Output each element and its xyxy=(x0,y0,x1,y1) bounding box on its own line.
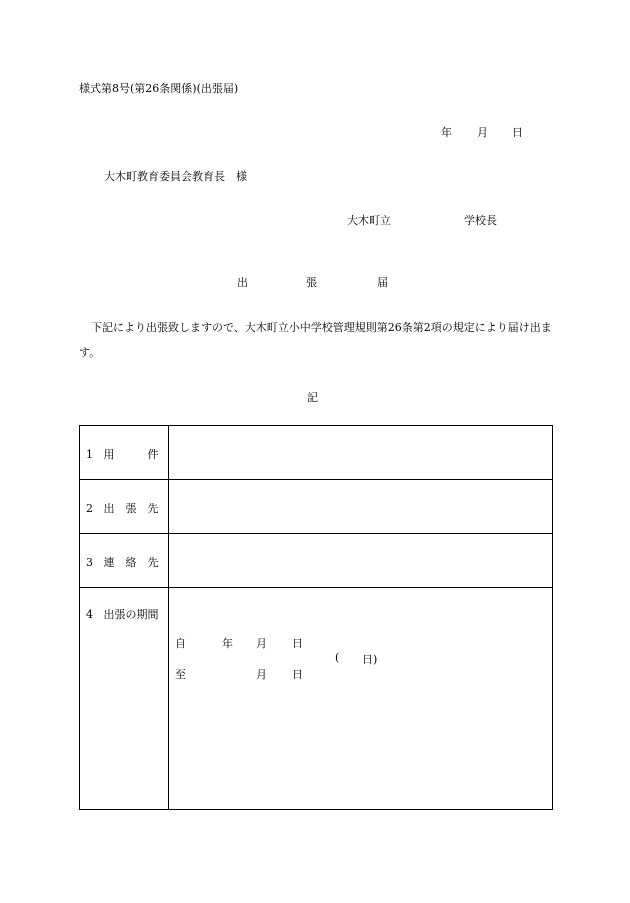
label-cell xyxy=(80,534,169,588)
date-month-label: 月 xyxy=(477,126,488,139)
row-contact xyxy=(80,534,553,588)
form-number: 様式第8号(第26条関係)(出張届) xyxy=(79,82,239,95)
period-to-month: 月 xyxy=(256,668,267,681)
period-from-month: 月 xyxy=(256,637,267,650)
period-field[interactable] xyxy=(169,588,553,810)
label-cell xyxy=(80,480,169,534)
row-label-purpose: 用 件 xyxy=(103,448,159,461)
row-number: 2 xyxy=(86,502,93,515)
row-period xyxy=(80,588,553,810)
period-from-label: 自 xyxy=(175,637,186,650)
period-from-day: 日 xyxy=(292,637,303,650)
period-days-unit: 日) xyxy=(362,653,378,666)
row-number: 1 xyxy=(86,448,93,461)
period-to-label: 至 xyxy=(175,668,186,681)
sender-title: 学校長 xyxy=(464,214,497,227)
sender-town: 大木町立 xyxy=(347,214,391,227)
ki-heading: 記 xyxy=(307,391,318,404)
period-to-day: 日 xyxy=(292,668,303,681)
title-char-3: 届 xyxy=(377,276,388,289)
addressee: 大木町教育委員会教育長 様 xyxy=(104,170,247,183)
date-day-label: 日 xyxy=(512,126,523,139)
row-number: 4 xyxy=(86,608,93,621)
date-year-label: 年 xyxy=(441,126,452,139)
title-char-1: 出 xyxy=(237,276,248,289)
row-destination xyxy=(80,480,553,534)
purpose-field[interactable] xyxy=(169,426,553,480)
row-purpose xyxy=(80,426,553,480)
row-label-destination: 出 張 先 xyxy=(103,502,159,515)
row-label-contact: 連 絡 先 xyxy=(103,556,159,569)
title-char-2: 張 xyxy=(306,276,317,289)
contact-field[interactable] xyxy=(169,534,553,588)
details-table xyxy=(79,425,553,810)
body-text: 下記により出張致しますので、大木町立小中学校管理規則第26条第2項の規定により届け出ます。 xyxy=(79,321,552,359)
label-cell xyxy=(80,426,169,480)
destination-field[interactable] xyxy=(169,480,553,534)
row-number: 3 xyxy=(86,556,93,569)
label-cell xyxy=(80,588,169,810)
row-label-period: 出張の期間 xyxy=(103,608,159,621)
period-days-open: ( xyxy=(335,651,340,664)
period-from-year: 年 xyxy=(222,637,233,650)
